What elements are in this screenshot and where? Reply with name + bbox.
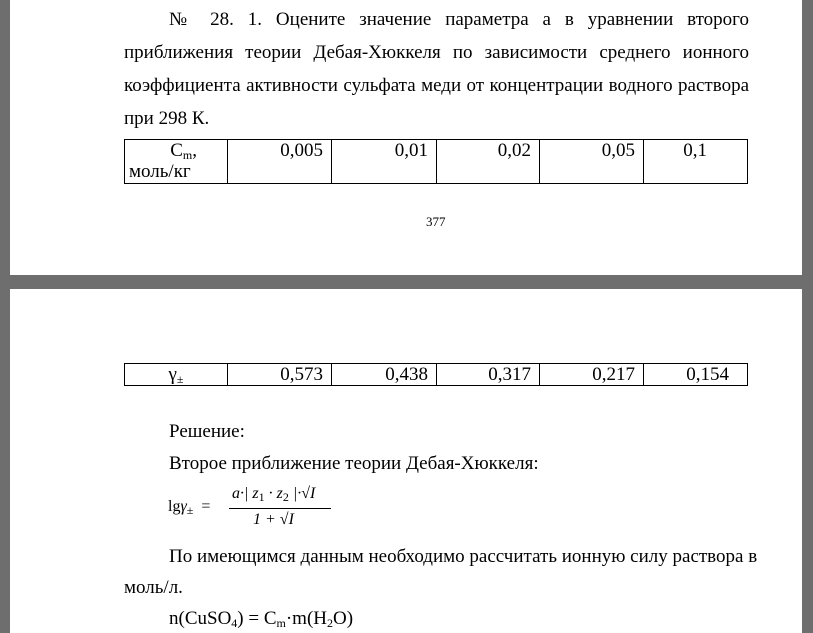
header-label-unit: моль/кг: [129, 161, 191, 182]
solution-text-2: моль/л.: [124, 577, 183, 598]
concentration-table: [124, 139, 748, 184]
solution-text-1: По имеющимся данным необходимо рассчитать ионную силу раствора в: [169, 546, 758, 567]
eq-part: n(CuSO: [169, 608, 232, 629]
gamma-label: γ: [168, 364, 177, 385]
formula-gamma: γ: [180, 498, 187, 515]
formula-equals: =: [201, 498, 211, 515]
eq-sub: m: [276, 616, 286, 630]
solution-intro: Второе приближение теории Дебая-Хюккеля:: [169, 453, 539, 474]
formula-numerator-mid: · z: [264, 485, 283, 502]
formula-numerator-end: |·√I: [288, 485, 316, 502]
table-header-cell: [125, 140, 228, 184]
conc-value-0: 0,005: [280, 140, 323, 161]
gamma-table: [124, 363, 748, 386]
formula-gamma-sub: ±: [186, 503, 194, 517]
gamma-value-4: 0,154: [686, 364, 729, 385]
gamma-value-2: 0,317: [488, 364, 531, 385]
eq-part: ·m(H: [285, 608, 328, 629]
problem-line-1: № 28. 1. Оцените значение параметра a в уравнении второго: [169, 9, 749, 30]
fraction-bar: [229, 508, 331, 509]
gamma-value-1: 0,438: [385, 364, 428, 385]
eq-part: ) = C: [237, 608, 277, 629]
formula-denominator: 1 + √I: [253, 511, 294, 528]
table-cell: [332, 364, 437, 386]
table-cell: [332, 140, 437, 184]
conc-value-4: 0,1: [683, 140, 707, 161]
conc-value-1: 0,01: [394, 140, 428, 161]
header-label-comma: ,: [192, 140, 197, 161]
conc-value-2: 0,02: [497, 140, 531, 161]
header-label-main: C: [170, 140, 183, 161]
eq-sub: 4: [231, 616, 238, 630]
gamma-sub: ±: [176, 372, 184, 386]
table-header-cell: [125, 364, 228, 386]
eq-sub: 2: [327, 616, 334, 630]
header-label-sub: m: [182, 148, 193, 162]
formula-num-sub-2: 2: [282, 490, 289, 504]
formula-num-sub-1: 1: [258, 490, 265, 504]
table-cell: [540, 140, 644, 184]
page-number: 377: [426, 214, 446, 229]
table-cell: [437, 140, 540, 184]
table-cell: [644, 140, 748, 184]
gamma-value-0: 0,573: [280, 364, 323, 385]
problem-line-3: коэффициента активности сульфата меди от концентрации водного раствора: [124, 75, 749, 96]
formula-numerator: a·| z: [232, 485, 259, 502]
formula-lg: lg: [168, 498, 181, 515]
table-cell: [540, 364, 644, 386]
gamma-value-3: 0,217: [592, 364, 635, 385]
moles-equation: [169, 607, 353, 631]
table-cell: [228, 364, 332, 386]
eq-part: O): [333, 608, 354, 629]
table-cell: [644, 364, 748, 386]
conc-value-3: 0,05: [601, 140, 635, 161]
problem-line-4: при 298 К.: [124, 108, 210, 129]
solution-heading: Решение:: [169, 421, 245, 442]
table-cell: [228, 140, 332, 184]
document-page-2: [10, 289, 802, 633]
problem-line-2: приближения теории Дебая-Хюккеля по зависимости среднего ионного: [124, 42, 749, 63]
table-cell: [437, 364, 540, 386]
document-page-1: [10, 0, 802, 275]
